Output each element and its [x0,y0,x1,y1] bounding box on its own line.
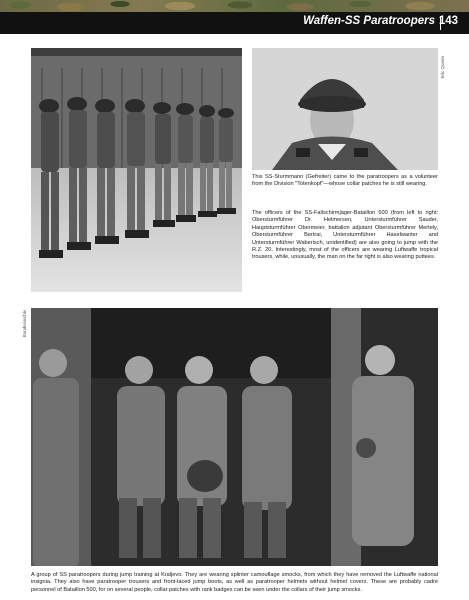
officers-photo [31,48,242,292]
officers-caption: The officers of the SS-Fallschirmjäger-Bataillon 500 (from left to right: Obersturmführer Dr. Helmersen, Untersturmführer Sauder, Hauptsturmführer Obermeier, battalion adjutant Obersturmführer Mertely, Obersturmführer Bertrai, Untersturmführer Haselwanter and Untersturmführer Waberisch, unidentified) are also going to jump with the R.Z. 20. Interestingly, most of the officers are wearing Luftwaffe tropical trousers, while, unusually, the man on the far right is also wearing puttees. [252,210,438,261]
group-caption: A group of SS paratroopers during jump training at Kraljevo. They are wearing splinter camouflage smocks, from which they have removed the Luftwaffe national insignia. They also have paratrooper trousers and front-laced jump boots, as well as paratrooper helmets without helmet covers. These are probably cadre personnel of Bataillon 500, for on several people, collar patches with rank badges can be seen under the collars of their jump smocks. [31,572,438,593]
camouflage-header-strip [0,0,469,12]
portrait-photo-graphic [252,48,438,170]
group-photo-credit: Bundesarchiv [22,310,27,338]
portrait-photo-credit: Eric Queen [440,56,445,79]
page-number: 143 [438,15,458,27]
running-head: Waffen-SS Paratroopers [303,15,435,27]
officers-photo-graphic [31,48,242,292]
group-photo-graphic [31,308,438,566]
portrait-photo [252,48,438,170]
group-photo [31,308,438,566]
portrait-caption: This SS-Sturmmann (Gefreiter) came to the paratroopers as a volunteer from the Division "Totenkopf"—whose collar patches he is still wearing. [252,174,438,188]
